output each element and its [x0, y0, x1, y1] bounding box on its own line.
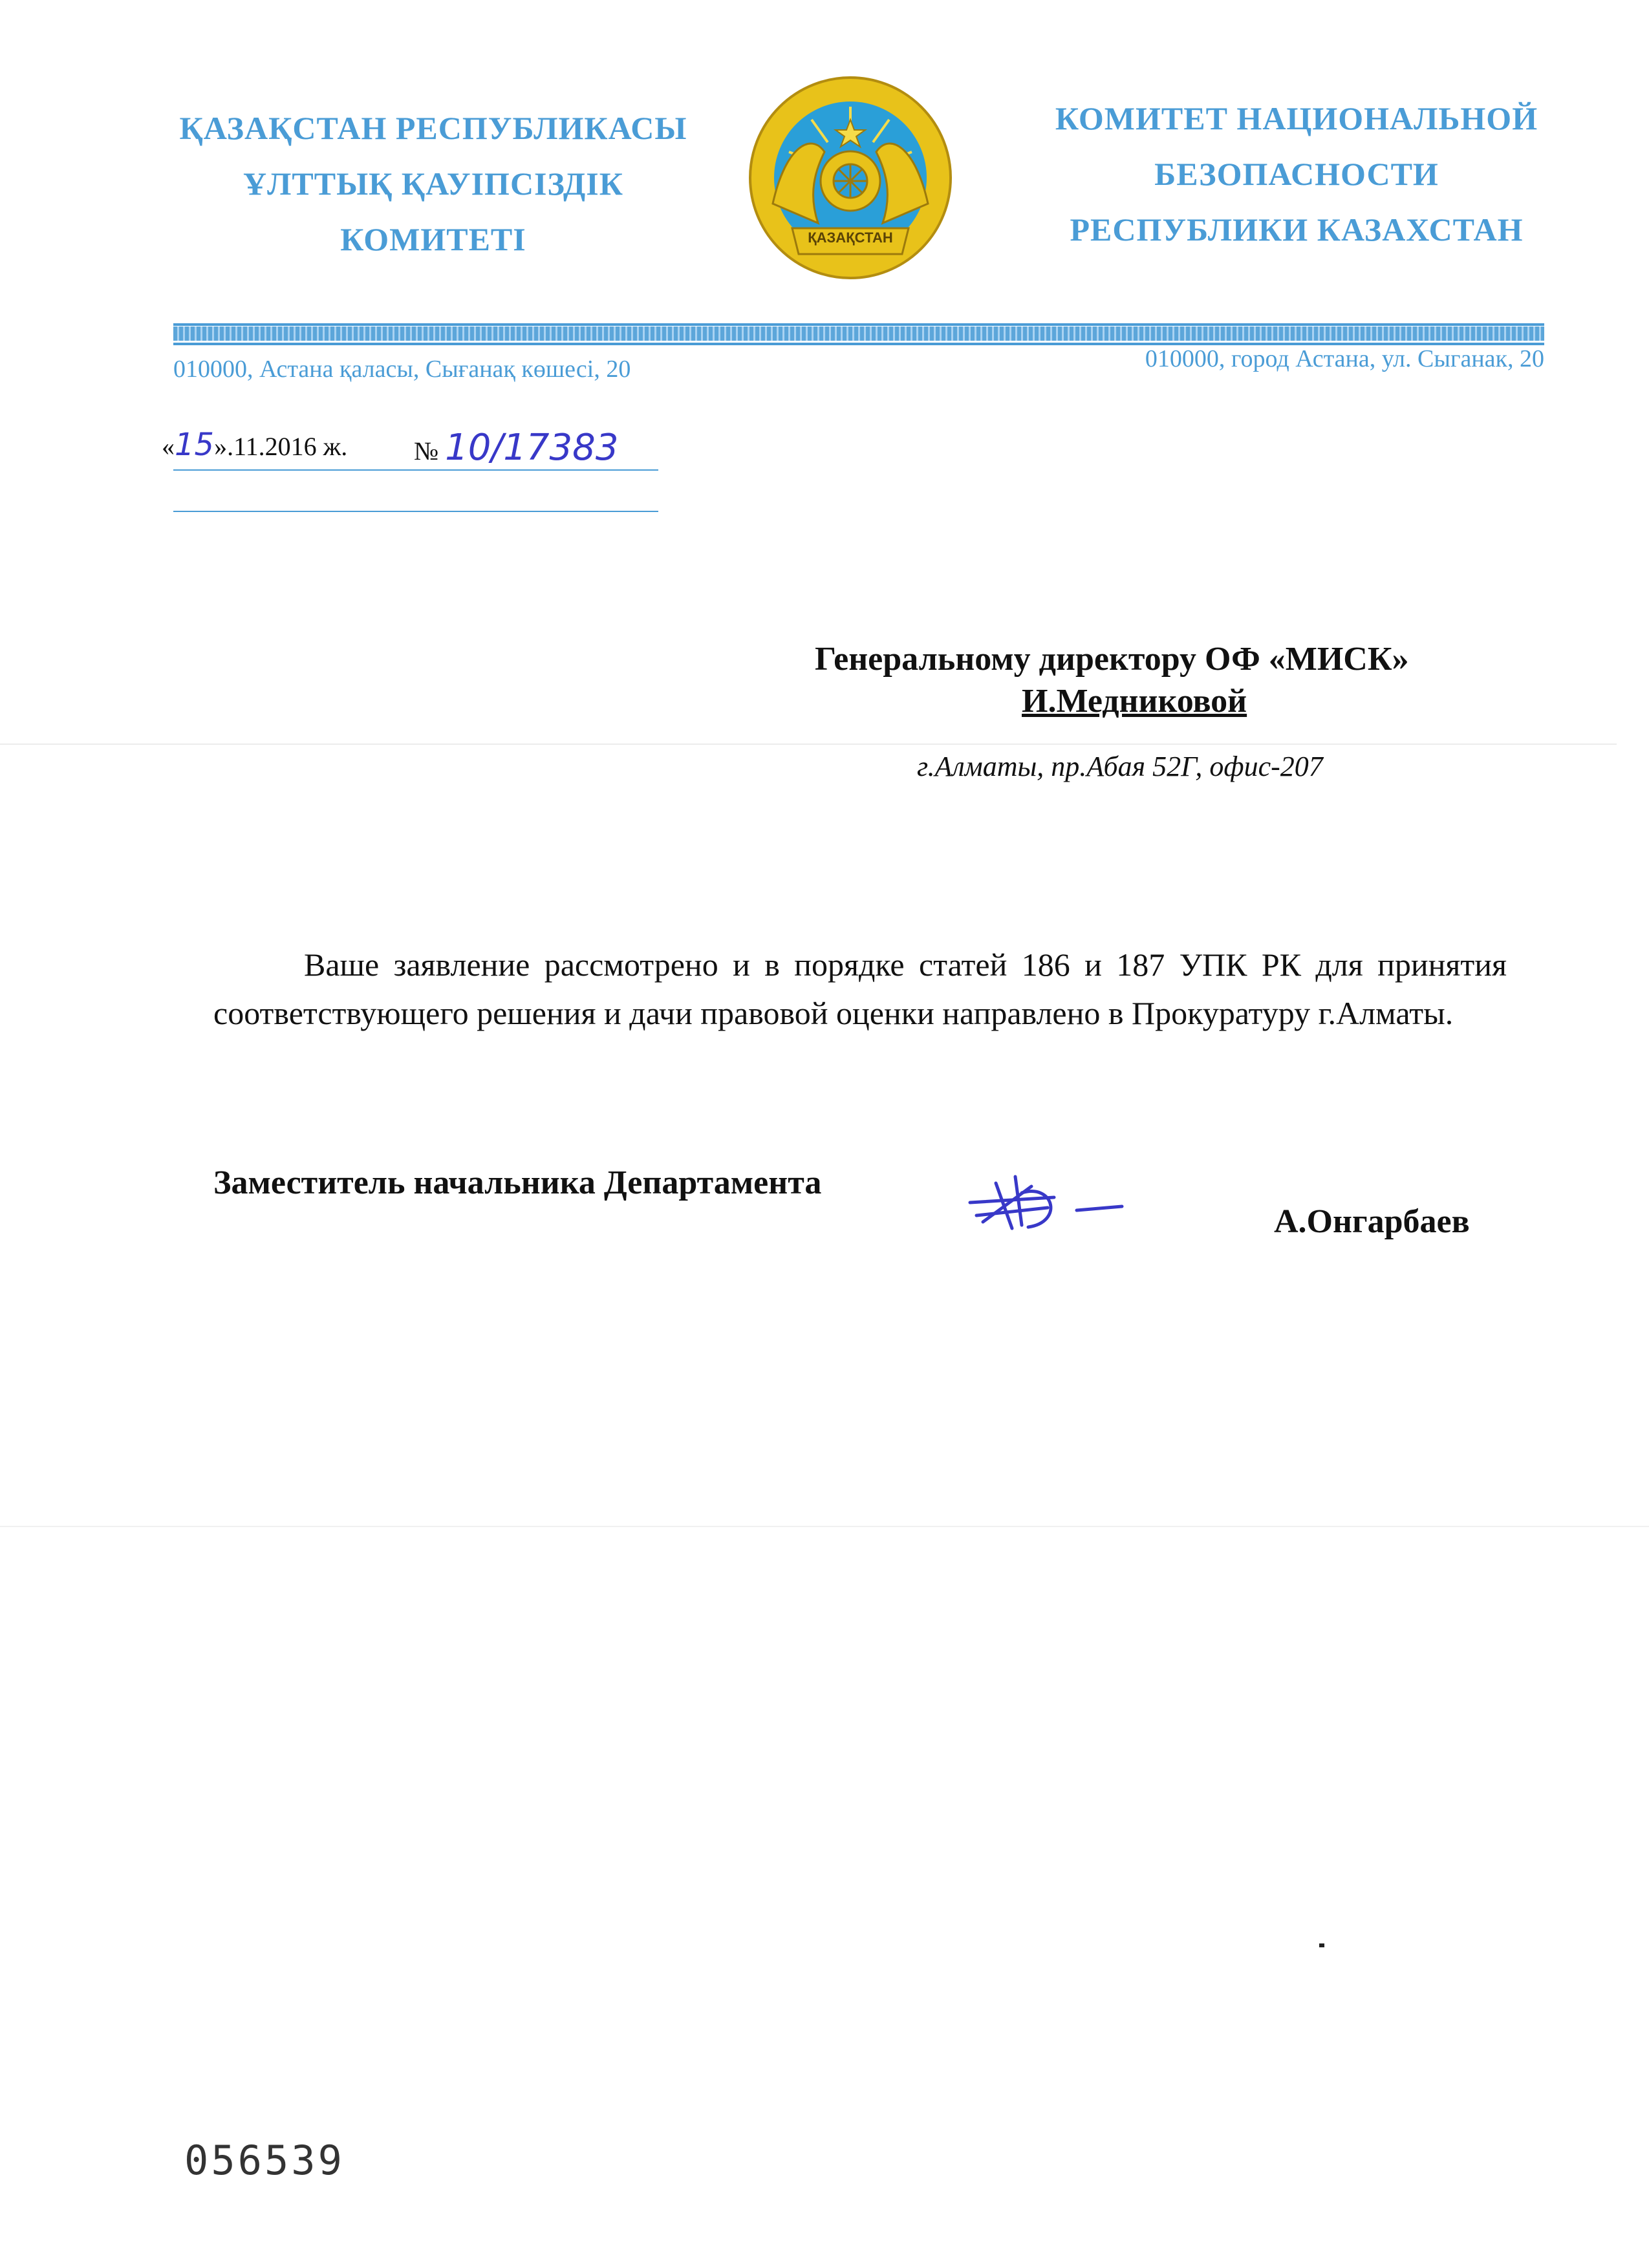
outgoing-date: [162, 427, 347, 463]
address-left: 010000, Астана қаласы, Сығанақ көшесі, 20: [173, 356, 631, 383]
addressee-line-2: И.Медниковой: [1022, 683, 1247, 720]
addressee-address: г.Алматы, пр.Абая 52Г, офис-207: [917, 751, 1323, 782]
header-rule-pattern: [173, 326, 1544, 341]
header-left-line-2: ҰЛТТЫҚ ҚАУІПСІЗДІК: [243, 166, 623, 202]
date-open-quote: «: [162, 432, 175, 461]
header-rule-top: [173, 323, 1544, 326]
handwritten-signature: [957, 1157, 1125, 1241]
header-left-line-3: КОМИТЕТІ: [340, 221, 526, 257]
outgoing-number: [414, 427, 618, 469]
date-rest: ».11.2016 ж.: [214, 432, 348, 461]
header-right-line-2: БЕЗОПАСНОСТИ: [1154, 156, 1439, 192]
number-handwritten: 10/17383: [445, 427, 619, 469]
state-emblem: [747, 74, 954, 281]
date-underline: [173, 469, 658, 471]
addressee-line-1: Генеральному директору ОФ «МИСК»: [815, 641, 1409, 678]
second-underline: [173, 511, 658, 512]
signatory-name: А.Онгарбаев: [1274, 1203, 1470, 1240]
header-right-line-1: КОМИТЕТ НАЦИОНАЛЬНОЙ: [1055, 100, 1538, 136]
footer-serial-number: 056539: [184, 2137, 345, 2184]
body-text: Ваше заявление рассмотрено и в порядке статей 186 и 187 УПК РК для принятия соответствующего решения и дачи правовой оценки направлено в Прокуратуру г.Алматы.: [213, 947, 1507, 1031]
body-paragraph: [213, 941, 1507, 1038]
signatory-title: Заместитель начальника Департамента: [213, 1164, 822, 1201]
stray-mark: [1319, 1943, 1324, 1947]
header-left: [149, 100, 718, 267]
header-right-line-3: РЕСПУБЛИКИ КАЗАХСТАН: [1070, 211, 1524, 248]
scan-artifact-line: [0, 744, 1617, 745]
header-left-line-1: ҚАЗАҚСТАН РЕСПУБЛИКАСЫ: [179, 110, 687, 146]
address-right: 010000, город Астана, ул. Сыганак, 20: [1145, 345, 1544, 372]
scan-artifact-line: [0, 1526, 1649, 1527]
header-right: [989, 91, 1604, 257]
emblem-label: ҚАЗАҚСТАН: [808, 230, 893, 246]
number-sign: №: [414, 436, 439, 465]
date-day-handwritten: 15: [175, 427, 215, 463]
